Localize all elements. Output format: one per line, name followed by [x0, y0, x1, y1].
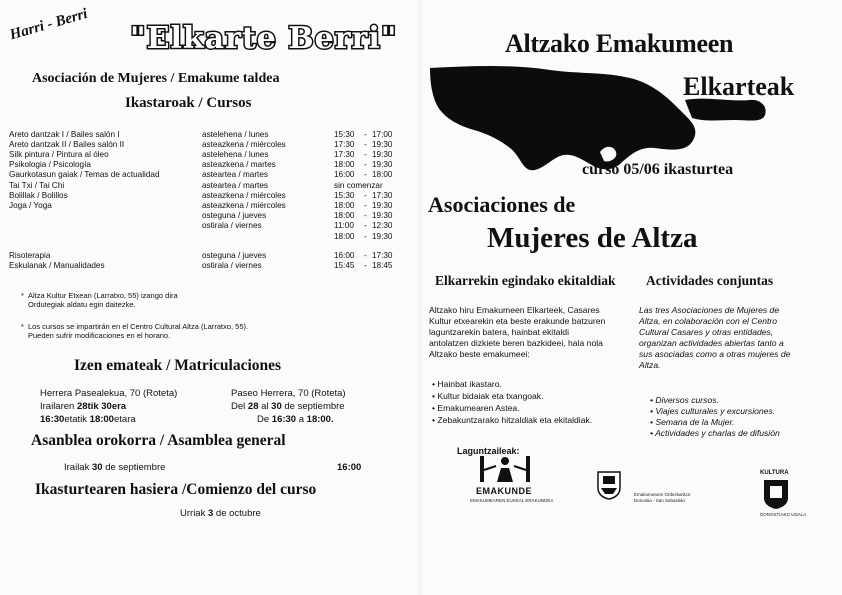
main-title-line2: Elkarteak: [683, 72, 795, 101]
page-fold: [418, 0, 424, 595]
hours-es: De 16:30 a 18:00.: [257, 414, 334, 425]
course-end: 19:30: [372, 201, 393, 210]
course-day: ostirala / viernes: [202, 221, 262, 230]
course-day: astelehena / lunes: [202, 130, 269, 139]
course-day: ostirala / viernes: [202, 261, 262, 270]
course-start-heading: Ikasturtearen hasiera /Comienzo del curso: [35, 481, 317, 498]
joint-events-heading-es: Actividades conjuntas: [646, 273, 774, 288]
course-year: curso 05/06 ikasturtea: [582, 161, 734, 178]
course-end: 18:00: [372, 170, 393, 179]
es-line: Las tres Asociaciones de Mujeres de: [639, 305, 780, 315]
course-start: 15:45: [334, 261, 355, 270]
associations-line2: Mujeres de Altza: [487, 222, 698, 254]
es-line: organizan actividades abiertas tanto a: [639, 338, 784, 348]
course-start: 15:30: [334, 191, 355, 200]
emakunde-symbol-icon: [470, 452, 540, 488]
kultura-subtitle: DONOSTIAKO UDALA: [760, 512, 807, 517]
city-crest-logo: [592, 470, 692, 520]
address-es: Paseo Herrera, 70 (Roteta): [231, 388, 346, 399]
es-line: sus asociadas como a otras mujeres de: [639, 349, 791, 359]
course-start: 11:00: [334, 221, 354, 230]
course-name: Bolillak / Bolillos: [9, 191, 68, 200]
course-row: [9, 251, 394, 261]
list-item: • Hainbat ikastaro.: [432, 379, 502, 389]
course-name: Tai Txi / Tai Chi: [9, 181, 65, 190]
course-row: [9, 191, 394, 201]
course-day: osteguna / jueves: [202, 211, 267, 220]
course-start: sin comenzar: [334, 181, 383, 190]
harri-berri-label: Harri - Berri: [8, 5, 90, 44]
list-item: • Kultur bidaiak eta txangoak.: [432, 391, 544, 401]
time-separator: -: [364, 191, 367, 200]
note-es-text: Los cursos se impartirán en el Centro Cultural Altza (Larratxo, 55).: [28, 322, 249, 331]
crest-subtitle-2: Donostia - San Sebastián: [634, 498, 686, 503]
crest-shield-icon: [596, 470, 622, 500]
associations-line1: Asociaciones de: [428, 192, 576, 217]
eu-line: Altzako beste emakumeei:: [429, 349, 530, 359]
course-row: [9, 261, 394, 271]
note-eu-text: Altza Kultur Etxean (Larratxo, 55) izango dira: [28, 291, 178, 300]
eu-line: antolatzen dizkiete beren bazkideei, hala nola: [429, 338, 603, 348]
course-day: astelehena / lunes: [202, 150, 269, 159]
assembly-time: 16:00: [337, 462, 362, 473]
list-item: • Zebakuntzarako hitzaldiak eta ekitaldiak.: [432, 415, 593, 425]
course-end: 17:30: [372, 251, 393, 260]
joint-events-heading-eu: Elkarrekin egindako ekitaldiak: [435, 273, 616, 288]
course-row: [9, 221, 394, 231]
course-row: [9, 211, 394, 221]
course-row: [9, 150, 394, 160]
matriculation-heading: Izen emateak / Matriculaciones: [74, 357, 282, 374]
course-end: 18:45: [372, 261, 393, 270]
course-start: 18:00: [334, 201, 355, 210]
time-separator: -: [364, 232, 367, 241]
association-subtitle: Asociación de Mujeres / Emakume taldea: [32, 71, 280, 86]
course-end: 19:30: [372, 140, 393, 149]
eu-line: Kultur etxearekin eta beste erakunde batzuren: [429, 316, 606, 326]
emakunde-wordmark: EMAKUNDE: [476, 486, 533, 496]
es-line: Cultural Casares y otras entidades,: [639, 327, 774, 337]
note-bullet: *: [21, 322, 24, 331]
list-item: • Viajes culturales y excursiones.: [650, 406, 776, 416]
course-row: [9, 170, 394, 180]
assembly-date: Irailak 30 de septiembre: [64, 462, 166, 473]
course-day: asteazkena / miércoles: [202, 140, 286, 149]
course-row: [9, 232, 394, 242]
time-separator: -: [364, 160, 367, 169]
course-day: asteartea / martes: [202, 181, 268, 190]
note-eu-line2: Ordutegiak aldatu egin daitezke.: [28, 300, 136, 309]
course-row: [9, 140, 394, 150]
crest-subtitle-1: Emakumearen Ordezkaritza: [634, 492, 691, 497]
course-row: [9, 181, 394, 191]
list-item: • Semana de la Mujer.: [650, 417, 735, 427]
course-day: asteartea / martes: [202, 170, 268, 179]
course-name: Areto dantzak II / Bailes salón II: [9, 140, 125, 149]
course-name: Psikologia / Psicología: [9, 160, 91, 169]
kultura-wordmark: KULTURA: [760, 470, 789, 476]
time-separator: -: [364, 170, 367, 179]
course-end: 17:30: [372, 191, 393, 200]
elkarte-berri-title: "Elkarte Berri": [130, 21, 398, 56]
time-separator: -: [364, 221, 367, 230]
emakunde-logo: [470, 452, 554, 522]
course-end: 12:30: [372, 221, 393, 230]
time-separator: -: [364, 130, 367, 139]
assembly-heading: Asanblea orokorra / Asamblea general: [31, 432, 286, 449]
eu-line: laguntzarekin batera, hainbat ekitaldi: [429, 327, 569, 337]
course-name: Silk pintura / Pintura al óleo: [9, 150, 109, 159]
time-separator: -: [364, 140, 367, 149]
course-name: Joga / Yoga: [9, 201, 52, 210]
eu-line: Altzako hiru Emakumeen Elkarteek, Casares: [429, 305, 600, 315]
emakunde-subtitle: EMAKUMEAREN EUSKAL ERAKUNDEA: [470, 498, 554, 503]
course-name: Risoterapia: [9, 251, 51, 260]
main-title-line1: Altzako Emakumeen: [505, 29, 734, 58]
dates-eu: Irailaren 28tik 30era: [40, 401, 127, 412]
course-end: 19:30: [372, 211, 393, 220]
kultura-logo: [760, 470, 807, 525]
course-start-date: Urriak 3 de octubre: [180, 508, 261, 519]
course-day: osteguna / jueves: [202, 251, 267, 260]
note-eu-line1: [21, 291, 178, 300]
time-separator: -: [364, 201, 367, 210]
sponsors-label: Laguntzaileak:: [457, 446, 520, 456]
course-start: 17:30: [334, 140, 355, 149]
course-start: 18:00: [334, 211, 355, 220]
course-row: [9, 201, 394, 211]
course-start: 18:00: [334, 232, 355, 241]
address-eu: Herrera Pasealekua, 70 (Roteta): [40, 388, 178, 399]
note-es-line1: [21, 322, 249, 331]
es-line: Altza.: [639, 360, 661, 370]
list-item: • Diversos cursos.: [650, 395, 719, 405]
list-item: • Emakumearen Astea.: [432, 403, 520, 413]
time-separator: -: [364, 261, 367, 270]
course-end: 19:30: [372, 232, 393, 241]
list-item: • Actividades y charlas de difusión: [650, 428, 780, 438]
course-name: Eskulanak / Manualidades: [9, 261, 105, 270]
course-start: 18:00: [334, 160, 355, 169]
course-start: 16:00: [334, 251, 355, 260]
dates-es: Del 28 al 30 de septiembre: [231, 401, 345, 412]
time-separator: -: [364, 211, 367, 220]
hours-eu: 16:30etatik 18:00etara: [40, 414, 136, 425]
note-es-line2: Pueden sufrir modificaciones en el horario.: [28, 331, 171, 340]
es-line: Altza, en colaboración con el Centro: [639, 316, 778, 326]
course-day: asteazkena / miércoles: [202, 191, 286, 200]
course-start: 16:00: [334, 170, 355, 179]
course-name: Areto dantzak I / Bailes salón I: [9, 130, 120, 139]
kultura-shield-icon: [762, 478, 790, 510]
course-day: asteazkena / martes: [202, 160, 276, 169]
course-start: 17:30: [334, 150, 355, 159]
time-separator: -: [364, 150, 367, 159]
course-row: [9, 130, 394, 140]
course-name: Gaurkotasun gaiak / Temas de actualidad: [9, 170, 160, 179]
course-row: [9, 160, 394, 170]
course-day: asteazkena / miércoles: [202, 201, 286, 210]
course-end: 19:30: [372, 160, 393, 169]
time-separator: -: [364, 251, 367, 260]
course-end: 17:00: [372, 130, 393, 139]
course-start: 15:30: [334, 130, 355, 139]
note-bullet: *: [21, 291, 24, 300]
courses-heading: Ikastaroak / Cursos: [125, 95, 252, 111]
course-end: 19:30: [372, 150, 393, 159]
